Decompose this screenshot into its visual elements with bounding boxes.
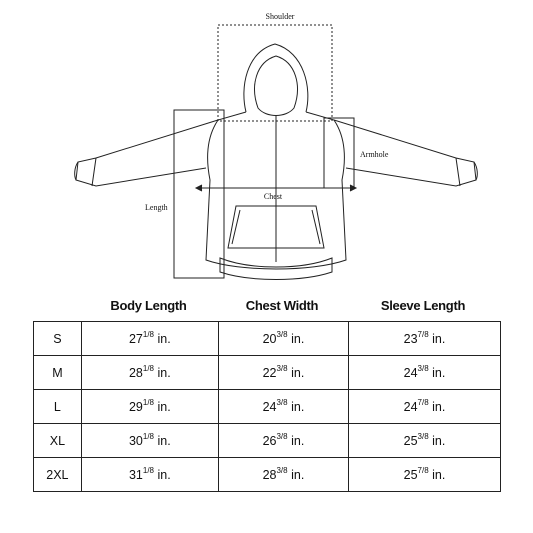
table-row — [34, 424, 501, 458]
measure-fraction: 1/8 — [142, 363, 154, 373]
measure-whole: 27 — [128, 332, 143, 347]
shoulder-measure-box — [218, 25, 332, 121]
measure-whole: 20 — [262, 332, 277, 347]
right-cuff — [456, 158, 477, 186]
chest-label: Chest — [263, 192, 283, 201]
size-cell: L — [34, 390, 82, 424]
measure-unit: in. — [157, 434, 171, 449]
measure-unit: in. — [432, 400, 446, 415]
table-row — [34, 390, 501, 424]
measure-whole: 30 — [128, 434, 143, 449]
body-length-cell — [81, 356, 218, 390]
measure-unit: in. — [291, 366, 305, 381]
measure-whole: 25 — [403, 434, 418, 449]
header-body-length: Body Length — [110, 298, 187, 313]
chest-width-cell — [218, 424, 348, 458]
chest-width-cell — [218, 322, 348, 356]
measure-whole: 22 — [262, 366, 277, 381]
size-cell: S — [34, 322, 82, 356]
measure-unit: in. — [157, 332, 171, 347]
measure-fraction: 3/8 — [276, 329, 288, 339]
body-length-cell — [81, 458, 218, 492]
measure-whole: 24 — [262, 400, 277, 415]
table-row — [34, 458, 501, 492]
measure-fraction: 3/8 — [276, 431, 288, 441]
measure-fraction: 3/8 — [417, 431, 429, 441]
measure-unit: in. — [432, 366, 446, 381]
measure-fraction: 1/8 — [142, 431, 154, 441]
header-chest-width: Chest Width — [245, 298, 319, 313]
body-length-cell — [81, 322, 218, 356]
measure-fraction: 7/8 — [417, 465, 429, 475]
measure-whole: 28 — [262, 468, 277, 483]
measure-whole: 31 — [128, 468, 143, 483]
right-sleeve — [334, 120, 476, 186]
measure-whole: 28 — [128, 366, 143, 381]
measure-fraction: 1/8 — [142, 397, 154, 407]
chest-width-cell — [218, 356, 348, 390]
sleeve-length-cell — [349, 424, 501, 458]
measure-fraction: 7/8 — [417, 329, 429, 339]
sleeve-length-cell — [349, 458, 501, 492]
sleeve-length-cell — [349, 356, 501, 390]
measure-whole: 23 — [403, 332, 418, 347]
length-label: Length — [145, 203, 168, 212]
header-sleeve-length: Sleeve Length — [380, 298, 466, 313]
measure-whole: 25 — [403, 468, 418, 483]
left-cuff — [75, 158, 96, 186]
measure-whole: 24 — [403, 400, 418, 415]
measure-fraction: 3/8 — [276, 363, 288, 373]
measure-unit: in. — [157, 468, 171, 483]
measure-fraction: 3/8 — [276, 465, 288, 475]
measure-unit: in. — [157, 400, 171, 415]
measure-unit: in. — [291, 332, 305, 347]
chest-width-cell — [218, 390, 348, 424]
chest-arrow-right — [350, 185, 356, 191]
armhole-label: Armhole — [360, 150, 389, 159]
measure-whole: 24 — [403, 366, 418, 381]
measure-fraction: 3/8 — [417, 363, 429, 373]
size-cell: M — [34, 356, 82, 390]
hood-opening — [255, 56, 298, 116]
measure-unit: in. — [291, 468, 305, 483]
size-cell: 2XL — [34, 458, 82, 492]
measure-unit: in. — [157, 366, 171, 381]
body-length-cell — [81, 424, 218, 458]
measure-whole: 26 — [262, 434, 277, 449]
measure-fraction: 3/8 — [276, 397, 288, 407]
size-cell: XL — [34, 424, 82, 458]
shoulder-label: Shoulder — [265, 12, 295, 21]
hood-outline — [244, 44, 308, 112]
chest-width-cell — [218, 458, 348, 492]
chest-arrow-left — [196, 185, 202, 191]
measure-unit: in. — [432, 434, 446, 449]
body-length-cell — [81, 390, 218, 424]
measure-fraction: 1/8 — [142, 465, 154, 475]
measure-whole: 29 — [128, 400, 143, 415]
left-sleeve — [76, 120, 218, 186]
sleeve-length-cell — [349, 322, 501, 356]
table-row — [34, 356, 501, 390]
measure-fraction: 7/8 — [417, 397, 429, 407]
size-chart-table — [33, 321, 501, 492]
measure-fraction: 1/8 — [142, 329, 154, 339]
sleeve-length-cell — [349, 390, 501, 424]
length-measure-box — [174, 110, 224, 278]
measure-unit: in. — [291, 400, 305, 415]
measure-unit: in. — [291, 434, 305, 449]
measure-unit: in. — [432, 468, 446, 483]
measure-unit: in. — [432, 332, 446, 347]
table-row — [34, 322, 501, 356]
